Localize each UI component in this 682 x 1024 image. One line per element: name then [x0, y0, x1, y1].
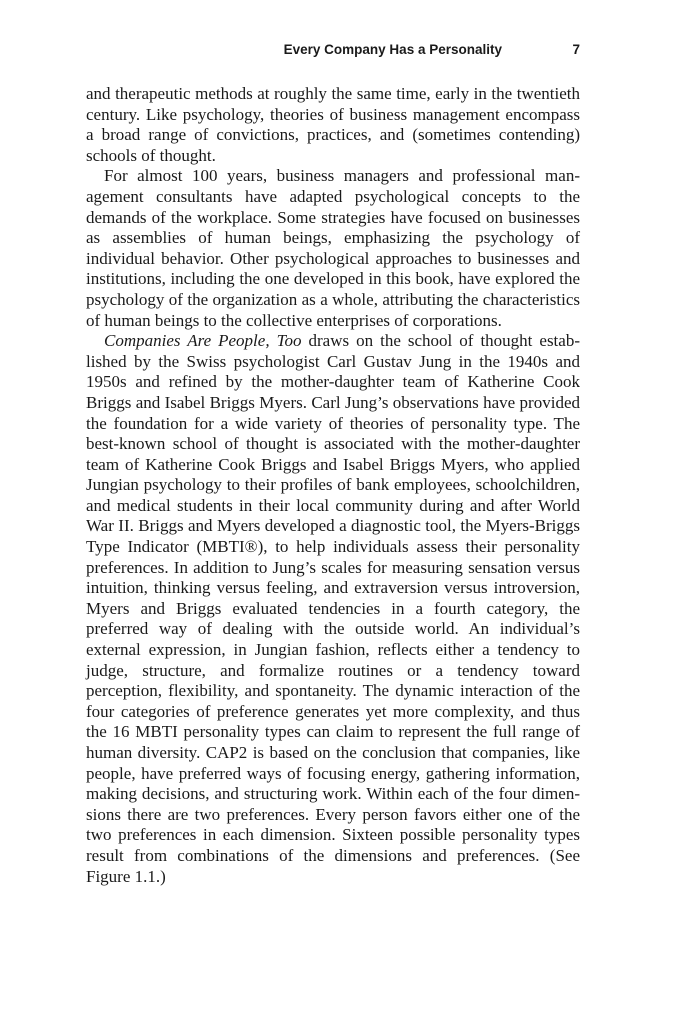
book-title: Companies Are People, Too	[104, 331, 302, 351]
paragraph-consultants: For almost 100 years, business managers and professional management consultants have adapted psychological concepts to the demands of the workplace. Some strategies have focused on businesses as assemblies of human beings, emphasizing the psychology of individual behavior. Other psychological approaches to businesses and institutions, including the one developed in this book, have explored the psychology of the organization as a whole, attributing the characteristics of human beings to the collective enterprises of corporations.	[86, 166, 580, 330]
page-number: 7	[572, 42, 580, 57]
paragraph-continued: and therapeutic methods at roughly the same time, early in the twentieth century. Like psychology, theories of business management encompass a broad range of convictions, practices, and (sometimes contending) schools of thought.	[86, 84, 580, 165]
body-text	[86, 84, 580, 887]
running-head	[86, 42, 580, 62]
running-title: Every Company Has a Personality	[283, 42, 502, 57]
paragraph-jung	[86, 331, 580, 887]
paragraph-jung-text: draws on the school of thought established by the Swiss psychologist Carl Gustav Jung in the 1940s and 1950s and refined by the mother-daughter team of Katherine Cook Briggs and Isabel Briggs Myers. Carl Jung’s observations have provided the foundation for a wide variety of theories of personality type. The best-known school of thought is associated with the mother-daughter team of Katherine Cook Briggs and Isabel Briggs Myers, who applied Jungian psychology to their profiles of bank employees, schoolchildren, and medical students in their local community during and after World War II. Briggs and Myers developed a diagnostic tool, the Myers-Briggs Type Indicator (MBTI®), to help individuals assess their personality preferences. In addition to Jung’s scales for measuring sensation versus intuition, thinking versus feeling, and extraversion versus introversion, Myers and Briggs evaluated tendencies in a fourth category, the preferred way of dealing with the outside world. An individual’s external expression, in Jungian fashion, reflects either a tendency to judge, structure, and formalize routines or a tendency toward perception, flexibility, and spontaneity. The dynamic interaction of the four categories of preference generates yet more complexity, and thus the 16 MBTI personality types can claim to represent the full range of human diversity. CAP2 is based on the conclusion that companies, like people, have preferred ways of focusing energy, gathering information, making decisions, and structuring work. Within each of the four dimensions there are two preferences. Every person favors either one of the two preferences in each dimension. Sixteen possible personality types result from combinations of the dimensions and preferences. (See Figure 1.1.)	[86, 331, 580, 886]
